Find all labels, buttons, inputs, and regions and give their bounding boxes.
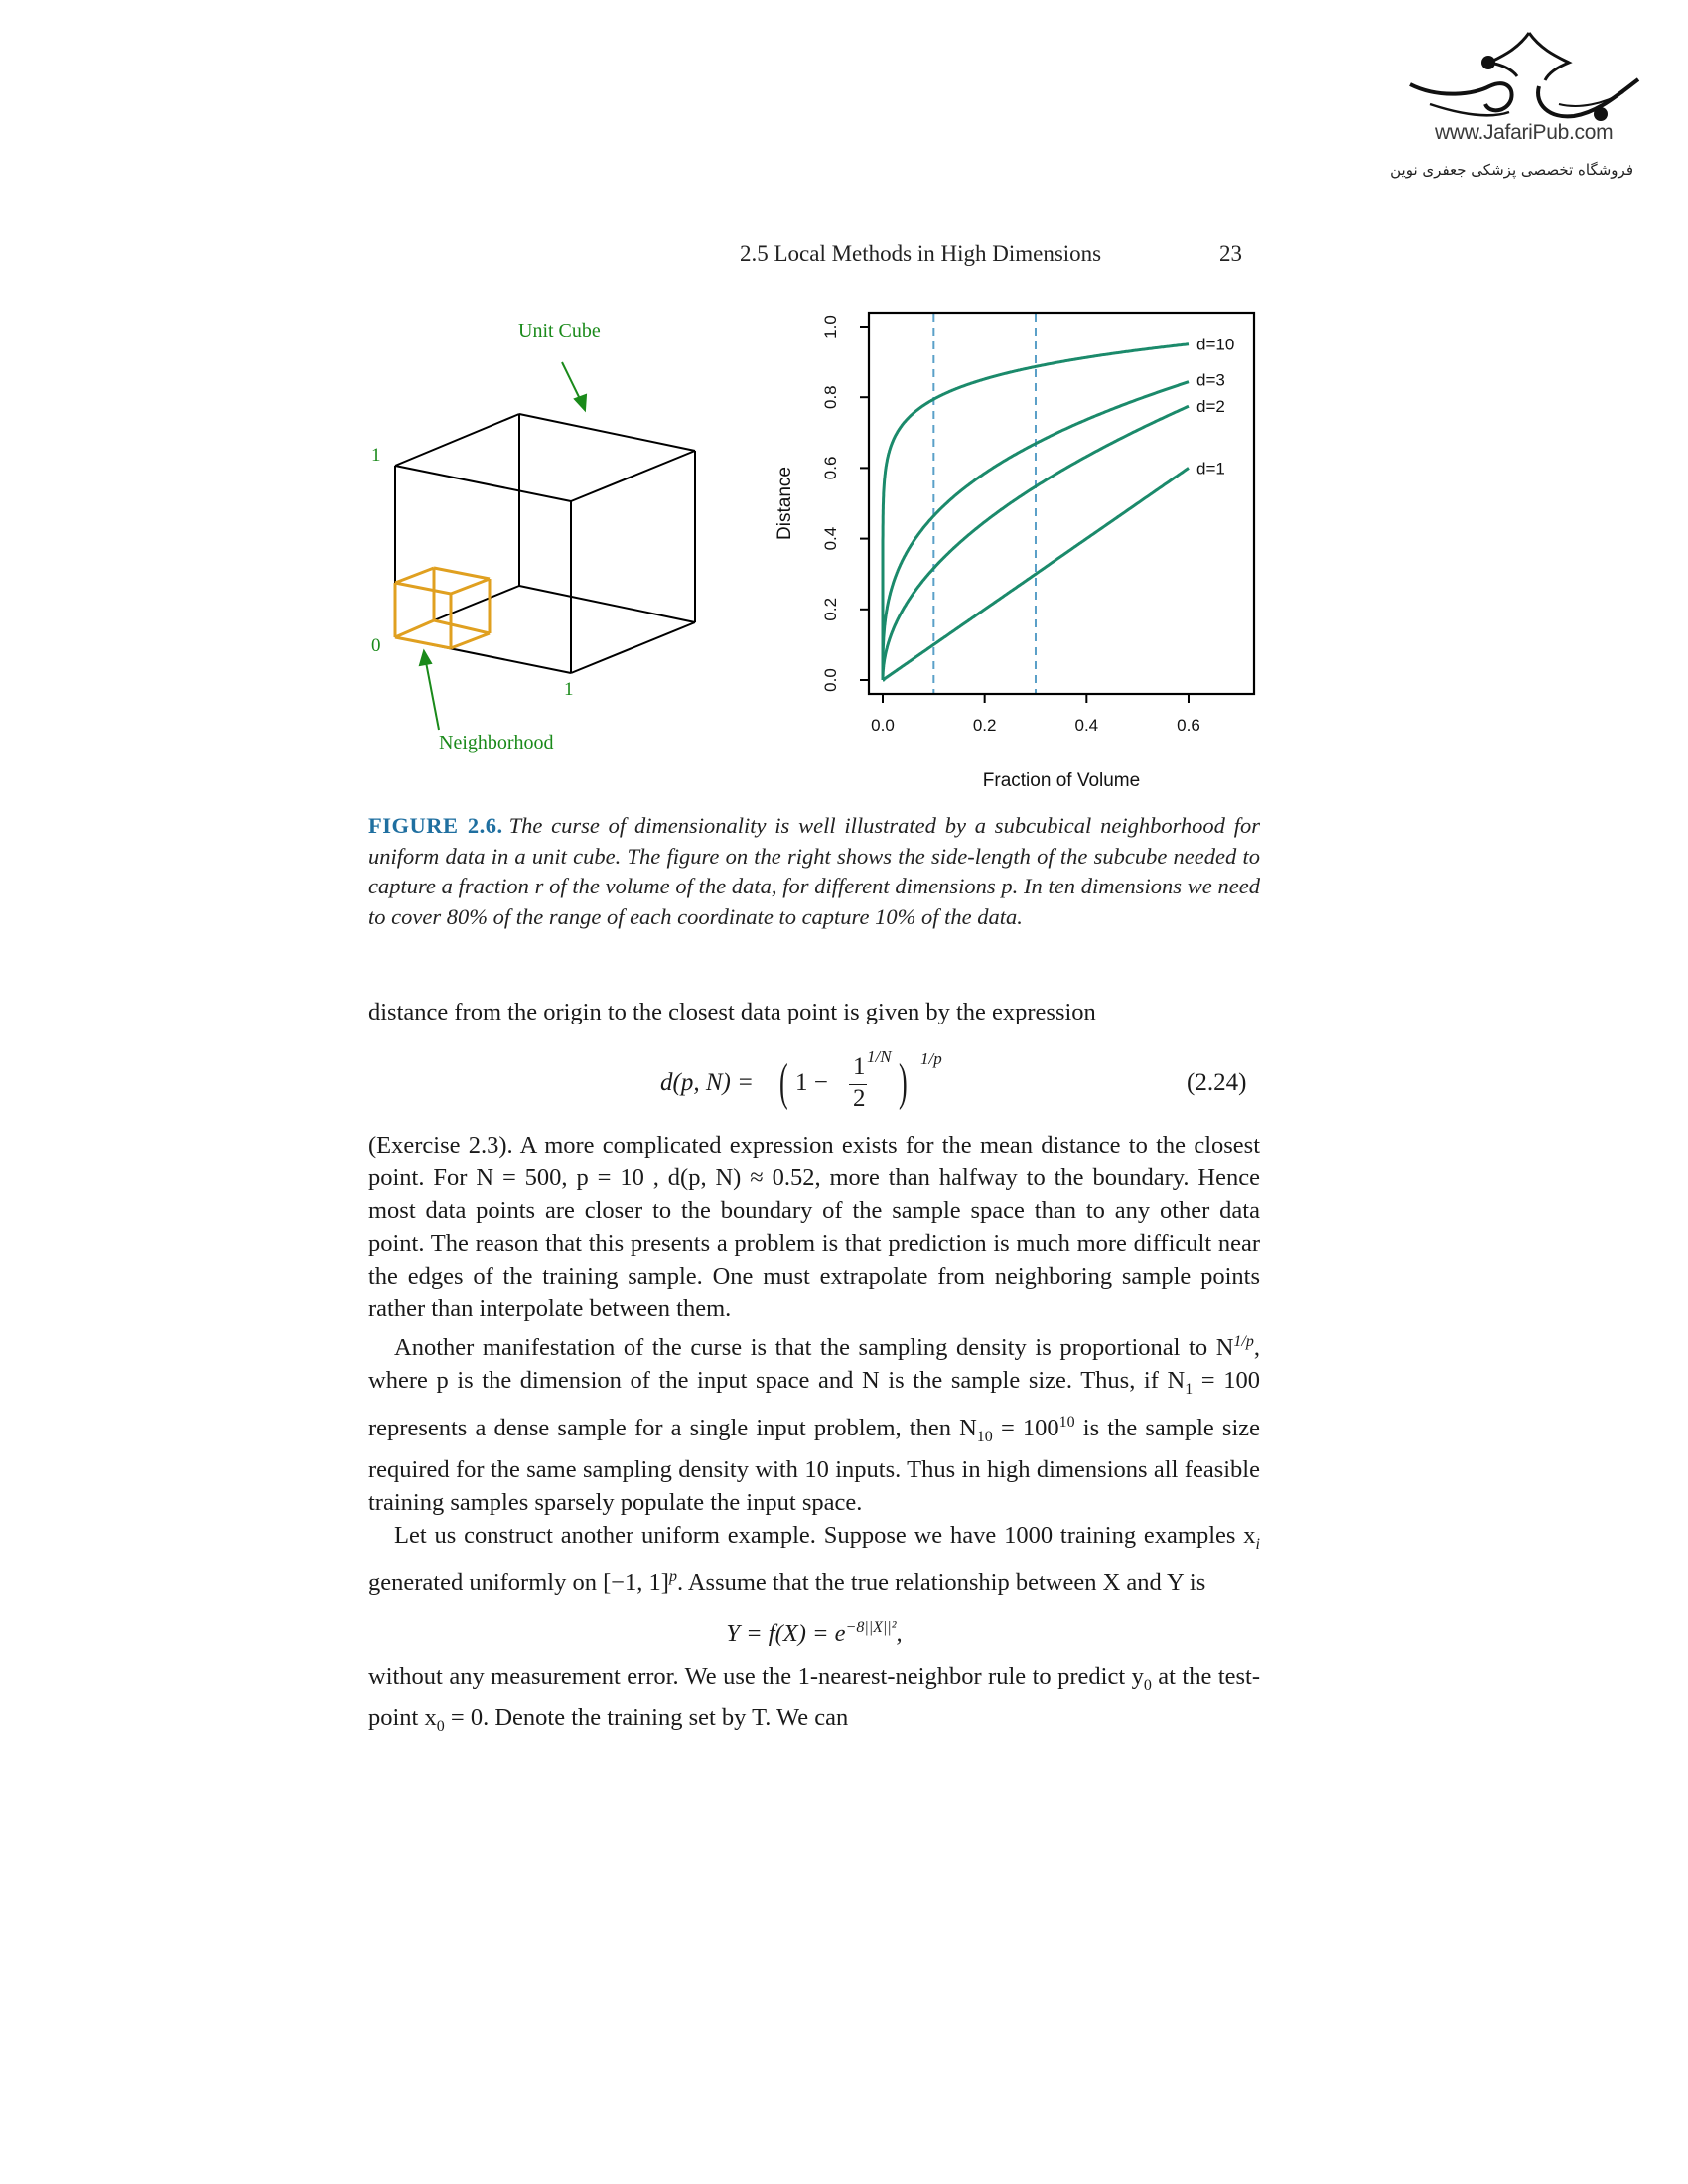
running-head-section: 2.5 Local Methods in High Dimensions	[740, 241, 1102, 266]
caption-text: The curse of dimensionality is well illustrated by a subcubical neighborhood for uniform data in a unit cube. The figure on the right shows the side-length of the subcube needed to capture a fraction r of the volume of the data, for different dimensions p. In ten dimensions we need to cover 80% of the range of each coordinate to capture 10% of the data.	[368, 813, 1261, 929]
x-axis-ticks	[871, 694, 1200, 735]
lead-in-text	[368, 996, 1260, 1028]
page-number: 23	[1219, 241, 1242, 266]
figure-label: FIGURE 2.6.	[368, 813, 503, 838]
paragraph-3: Let us construct another uniform example. Suppose we have 1000 training examples $x_i$ generated uniformly on [−1, 1]$^p$. Assume that the true relationship between X and Y is	[368, 1522, 1260, 1597]
equation-lhs: d(p, N) =	[660, 1069, 754, 1096]
series-label: d=3	[1196, 370, 1225, 390]
series-label: d=2	[1196, 397, 1225, 417]
watermark-persian-text: فروشگاه تخصصی پزشکی جعفری نوین	[1390, 161, 1633, 179]
y-axis-ticks	[821, 315, 869, 692]
y-tick-label: 1.0	[821, 315, 840, 339]
calligraphy-logo-icon	[1390, 25, 1668, 134]
equation-y-fx: $Y = f(X) = e^{-8||X||^2}$,	[726, 1619, 903, 1648]
equation-outer-exponent: 1/p	[920, 1049, 942, 1068]
axis-label-right: 1	[564, 679, 574, 700]
paragraph-1: (Exercise 2.3). A more complicated expression exists for the mean distance to the closest point. For N = 500, p = 10 , d(p, N) ≈ 0.52, more than halfway to the boundary. Hence most data points are closer to the boundary of the sample space than to any other data point. The reason that this presents a problem is that prediction is much more difficult near the edges of the training sample. One must extrapolate from neighboring sample points rather than interpolate between them.	[368, 1132, 1260, 1322]
series-labels	[1196, 336, 1234, 478]
x-tick-label: 0.2	[972, 716, 997, 735]
equation-2-24: d(p, N) = ( 1 − 1 2 1/N ) 1/p	[660, 1047, 942, 1112]
x-tick-label: 0.0	[871, 716, 895, 735]
equation-frac-num: 1	[853, 1053, 866, 1080]
body-column	[368, 1129, 1260, 1743]
x-tick-label: 0.6	[1177, 716, 1200, 735]
equation-number: (2.24)	[1187, 1069, 1247, 1096]
series-label: d=1	[1196, 459, 1225, 478]
paragraph-2: Another manifestation of the curse is that the sampling density is proportional to $N^{1/p}$, where p is the dimension of the input space and N is the sample size. Thus, if $N_1 = 100$ represents a dense sample for a single input problem, then $N_{10} = 100^{10}$ is the sample size required for the same sampling density with 10 inputs. Thus in high dimensions all feasible training samples sparsely populate the input space.	[368, 1333, 1260, 1517]
distance-vs-volume-chart	[0, 0, 1291, 794]
equation-one-minus: 1 −	[795, 1069, 828, 1096]
equation-frac-den: 2	[853, 1085, 866, 1112]
figure-caption	[368, 811, 1260, 932]
equation-inner-exponent: 1/N	[867, 1047, 892, 1066]
x-axis-label: Fraction of Volume	[982, 770, 1141, 791]
publisher-watermark	[1390, 25, 1668, 194]
y-tick-label: 0.2	[821, 597, 840, 621]
axis-label-top: 1	[371, 445, 381, 466]
series-label: d=10	[1196, 335, 1235, 354]
y-tick-label: 0.0	[821, 668, 840, 692]
y-tick-label: 0.8	[821, 385, 840, 410]
plot-frame	[869, 313, 1254, 694]
y-tick-label: 0.4	[821, 526, 840, 551]
axis-label-origin: 0	[371, 635, 381, 656]
paragraph-4: without any measurement error. We use the 1-nearest-neighbor rule to predict $y_0$ at the test-point $x_0 = 0$. Denote the training set by T. We can	[368, 1663, 1260, 1736]
watermark-url: www.JafariPub.com	[1435, 121, 1614, 144]
lead-in-paragraph: distance from the origin to the closest data point is given by the expression	[368, 999, 1096, 1025]
y-tick-label: 0.6	[821, 456, 840, 480]
y-axis-label: Distance	[774, 467, 795, 540]
x-tick-label: 0.4	[1074, 716, 1099, 735]
unit-cube-label: Unit Cube	[518, 320, 601, 341]
neighborhood-label: Neighborhood	[439, 732, 554, 753]
